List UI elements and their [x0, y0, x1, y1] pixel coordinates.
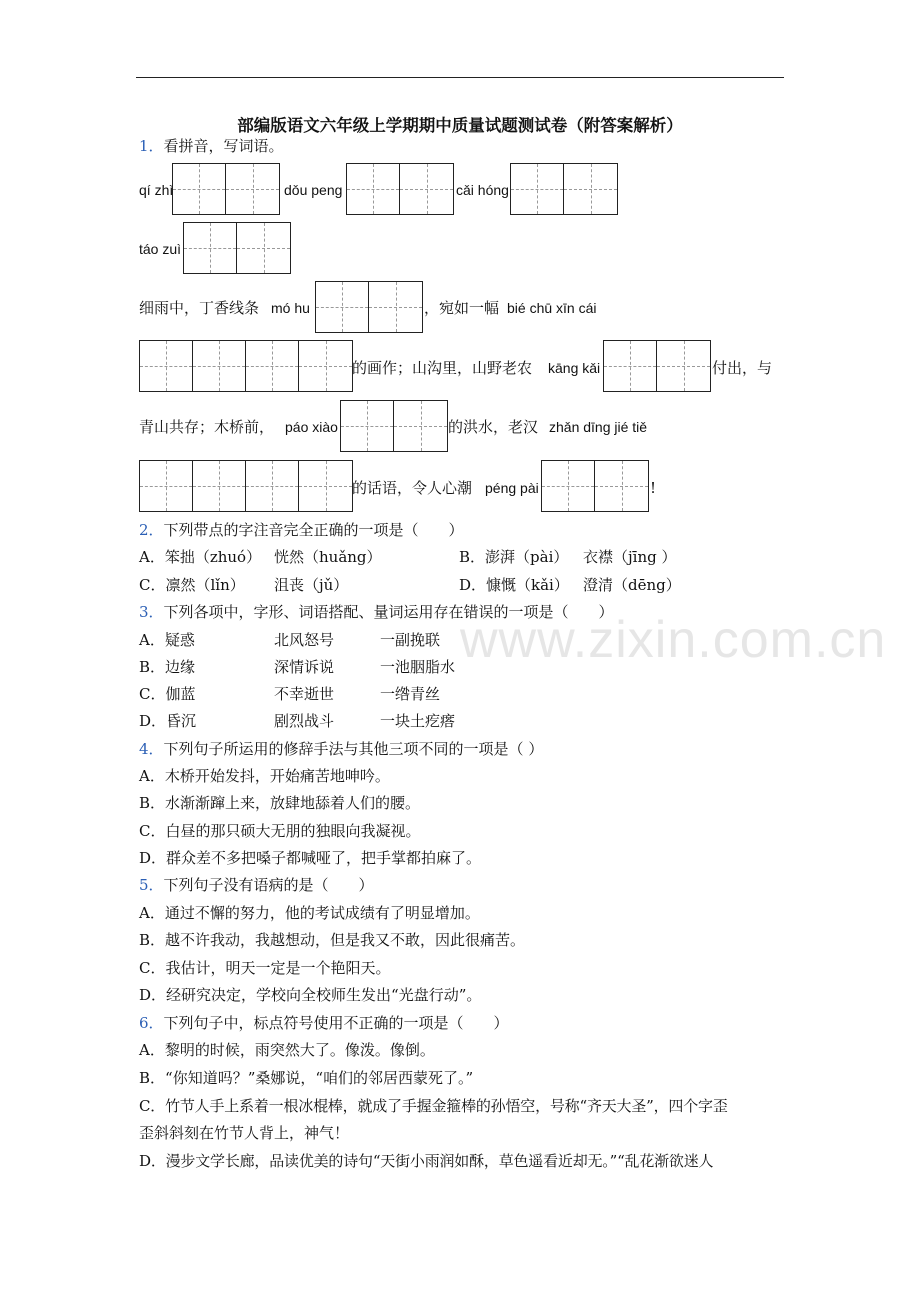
pinyin-label: páo xiào — [285, 419, 338, 435]
question-number: 1． — [139, 137, 164, 155]
pinyin-label: péng pài — [485, 480, 539, 496]
passage-text: 的话语，令人心潮 — [352, 479, 473, 497]
pinyin-label: mó hu — [271, 300, 310, 316]
option-a-measure: 一副挽联 — [380, 631, 441, 649]
writing-grid[interactable] — [603, 340, 711, 392]
option-b[interactable]: B．边缘 — [139, 658, 196, 676]
question-text: 下列句子所运用的修辞手法与其他三项不同的一项是（ ） — [163, 740, 544, 758]
option-b-phrase: 深情诉说 — [274, 658, 335, 676]
pinyin-label: dǒu peng — [284, 182, 343, 198]
option-d[interactable]: D．经研究决定，学校向全校师生发出“光盘行动”。 — [139, 986, 482, 1004]
writing-grid[interactable] — [183, 222, 291, 274]
option-b[interactable]: B．水渐渐蹿上来，放肆地舔着人们的腰。 — [139, 794, 421, 812]
question-text: 下列各项中，字形、词语搭配、量词运用存在错误的一项是（ ） — [163, 603, 614, 621]
question-text: 下列句子中，标点符号使用不正确的一项是（ ） — [163, 1014, 509, 1032]
pinyin-label: cǎi hóng — [456, 182, 509, 198]
option-c-phrase: 不幸逝世 — [274, 685, 335, 703]
option-a-phrase: 北风怒号 — [274, 631, 335, 649]
passage-text: 付出，与 — [712, 359, 773, 377]
question-number: 3． — [139, 603, 164, 621]
option-d-word: 澄清（dēng） — [583, 576, 681, 594]
writing-grid[interactable] — [139, 460, 353, 512]
passage-text: 的洪水，老汉 — [448, 418, 539, 436]
writing-grid[interactable] — [340, 400, 448, 452]
option-c-measure: 一绺青丝 — [380, 685, 441, 703]
question-5-stem — [139, 874, 374, 896]
writing-grid[interactable] — [346, 163, 454, 215]
question-number: 2． — [139, 521, 164, 539]
writing-grid[interactable] — [315, 281, 423, 333]
passage-text: 细雨中，丁香线条 — [139, 299, 260, 317]
question-6-stem — [139, 1012, 509, 1034]
option-d-phrase: 剧烈战斗 — [274, 712, 335, 730]
page-title: 部编版语文六年级上学期期中质量试题测试卷（附答案解析） — [237, 116, 683, 135]
option-a[interactable]: A．通过不懈的努力，他的考试成绩有了明显增加。 — [139, 904, 480, 922]
option-d[interactable]: D．群众差不多把嗓子都喊哑了，把手掌都拍麻了。 — [139, 849, 482, 867]
passage-text: ! — [650, 479, 657, 497]
option-d[interactable]: D．漫步文学长廊，品读优美的诗句“天街小雨润如酥，草色遥看近却无。”“乱花渐欲迷人 — [139, 1152, 714, 1170]
pinyin-label: qí zhì — [139, 182, 174, 198]
question-text: 下列带点的字注音完全正确的一项是（ ） — [163, 521, 464, 539]
option-a[interactable]: A．黎明的时候，雨突然大了。像泼。像倒。 — [139, 1041, 435, 1059]
option-a[interactable]: A．笨拙（zhuó） — [139, 548, 262, 566]
option-a[interactable]: A．疑惑 — [139, 631, 195, 649]
option-c[interactable]: C．竹节人手上系着一根冰棍棒，就成了手握金箍棒的孙悟空，号称“齐天大圣”，四个字歪 — [139, 1097, 728, 1115]
pinyin-label: zhǎn dīng jié tiě — [549, 419, 648, 435]
question-text: 看拼音，写词语。 — [163, 137, 284, 155]
writing-grid[interactable] — [541, 460, 649, 512]
question-2-stem — [139, 519, 464, 541]
watermark: www.zixin.com.cn — [460, 611, 887, 669]
question-3-stem — [139, 601, 614, 623]
question-number: 6． — [139, 1014, 164, 1032]
option-a-word: 恍然（huǎng） — [274, 548, 382, 566]
pinyin-label: kāng kǎi — [548, 360, 601, 376]
header-rule — [136, 77, 784, 78]
option-a[interactable]: A．木桥开始发抖，开始痛苦地呻吟。 — [139, 767, 390, 785]
option-b-word: 衣襟（jīng ） — [583, 548, 677, 566]
passage-text: 的画作；山沟里，山野老农 — [352, 359, 533, 377]
writing-grid[interactable] — [510, 163, 618, 215]
option-d[interactable]: D．慷慨（kǎi） — [459, 576, 569, 594]
option-c-word: 沮丧（jǔ） — [274, 576, 349, 594]
pinyin-label: bié chū xīn cái — [507, 300, 597, 316]
question-1-stem — [139, 135, 284, 157]
option-c-continued: 歪斜斜刻在竹节人背上，神气！ — [139, 1124, 350, 1142]
option-c[interactable]: C．白昼的那只硕大无朋的独眼向我凝视。 — [139, 822, 421, 840]
question-number: 5． — [139, 876, 164, 894]
passage-text: 青山共存；木桥前， — [139, 418, 275, 436]
option-c[interactable]: C．我估计，明天一定是一个艳阳天。 — [139, 959, 391, 977]
writing-grid[interactable] — [139, 340, 353, 392]
option-d[interactable]: D．昏沉 — [139, 712, 197, 730]
pinyin-label: táo zuì — [139, 241, 182, 257]
option-b[interactable]: B．澎湃（pài） — [459, 548, 569, 566]
question-4-stem — [139, 738, 543, 760]
option-b[interactable]: B．越不许我动，我越想动，但是我又不敢，因此很痛苦。 — [139, 931, 526, 949]
option-c[interactable]: C．伽蓝 — [139, 685, 196, 703]
option-d-measure: 一块土疙瘩 — [380, 712, 456, 730]
writing-grid[interactable] — [172, 163, 280, 215]
option-c[interactable]: C．凛然（lǐn） — [139, 576, 245, 594]
question-number: 4． — [139, 740, 164, 758]
question-text: 下列句子没有语病的是（ ） — [163, 876, 374, 894]
option-b-measure: 一池胭脂水 — [380, 658, 456, 676]
option-b[interactable]: B．“你知道吗？”桑娜说，“咱们的邻居西蒙死了。” — [139, 1069, 474, 1087]
passage-text: ，宛如一幅 — [424, 299, 500, 317]
